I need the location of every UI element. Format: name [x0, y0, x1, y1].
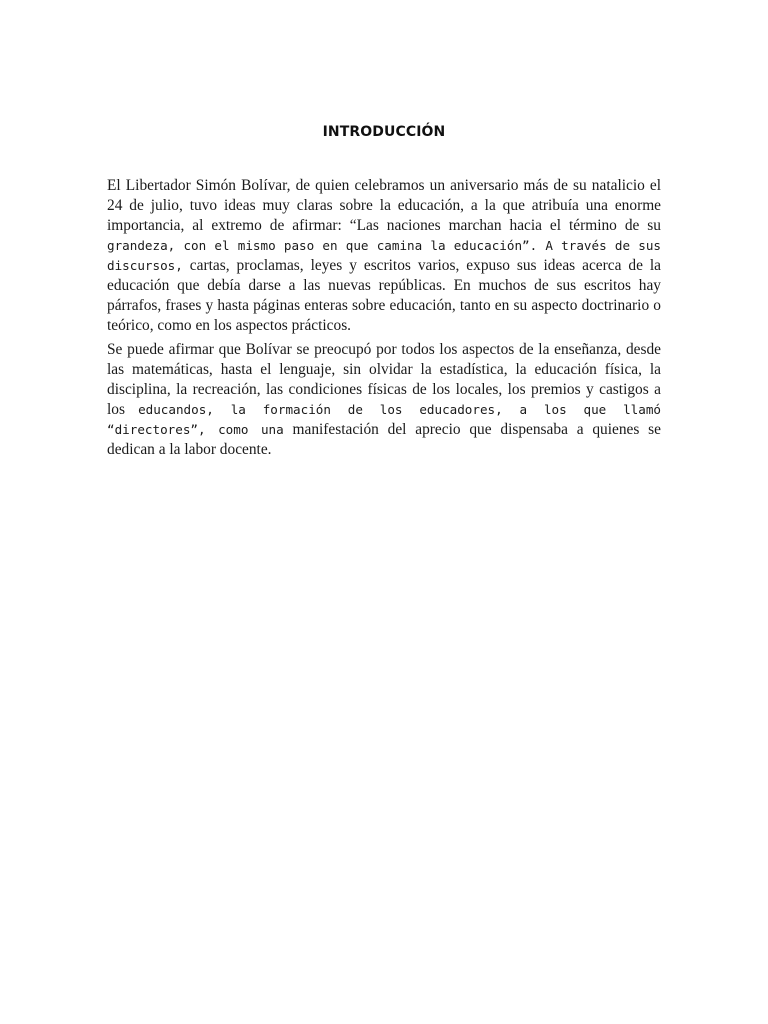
- paragraph-2-text-a: Se puede afirmar que Bolívar se preocupó por todos los aspectos de la enseñanza, desde las matemáticas, hasta el lenguaje, sin olvidar la estadística, la educación física, la disciplina, la recreación, las condiciones físicas de los locales, los premios y castigos a los: [107, 341, 661, 418]
- paragraph-1-text-b: grandeza, con el mismo paso en que camina la educación”. A través de sus discursos,: [107, 238, 661, 273]
- paragraph-2-text-b: educandos, la formación de los educadores, a los que llamó “directores”, como una: [107, 402, 662, 437]
- page-title: INTRODUCCIÓN: [322, 124, 446, 140]
- paragraph-2: [107, 340, 661, 460]
- paragraph-1-text-c: cartas, proclamas, leyes y escritos varios, expuso sus ideas acerca de la educación que debía darse a las nuevas repúblicas. En muchos de sus escritos hay párrafos, frases y hasta páginas enteras sobre educación, tanto en su aspecto doctrinario o teórico, como en los aspectos prácticos.: [107, 257, 661, 334]
- paragraph-1-text-a: El Libertador Simón Bolívar, de quien celebramos un aniversario más de su natalicio el 24 de julio, tuvo ideas muy claras sobre la educación, a la que atribuía una enorme importancia, al extremo de afirmar: “Las naciones marchan hacia el término de su: [107, 177, 661, 234]
- paragraph-2-text-c: manifestación del aprecio que dispensaba a quienes se dedican a la labor docente.: [107, 421, 661, 458]
- paragraph-1: [107, 176, 661, 336]
